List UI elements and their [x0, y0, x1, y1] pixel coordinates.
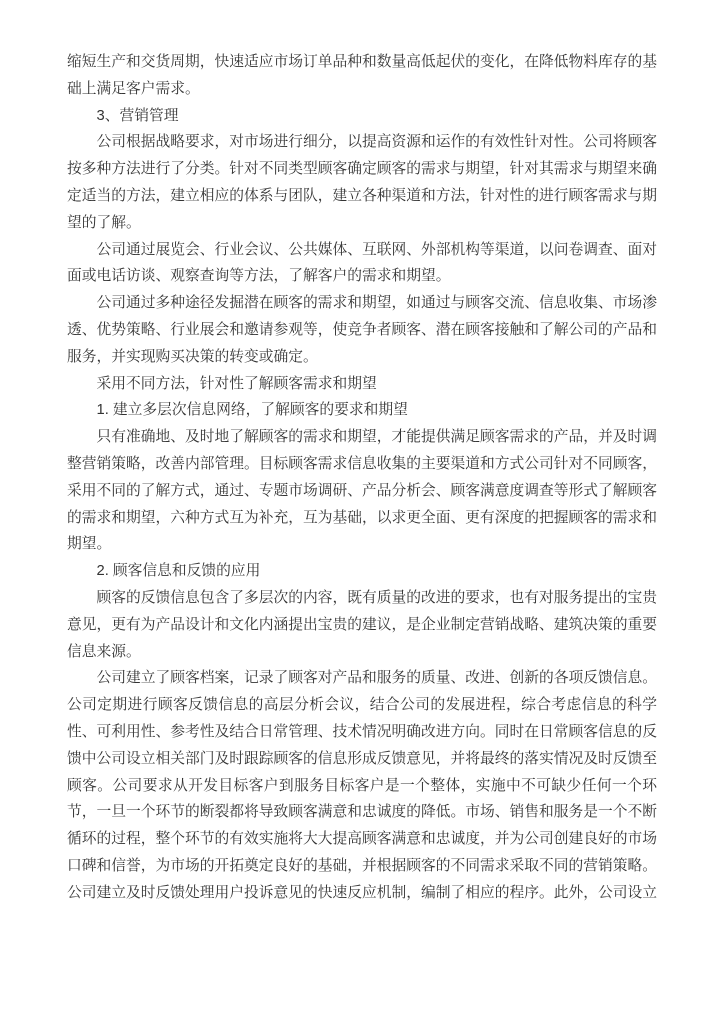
paragraph: 顾客的反馈信息包含了多层次的内容，既有质量的改进的要求，也有对服务提出的宝贵意见，更有为产品设计和文化内涵提出宝贵的建议，是企业制定营销战略、建筑决策的重要信息来源。 — [67, 589, 657, 660]
paragraph: 缩短生产和交货周期，快速适应市场订单品种和数量高低起伏的变化，在降低物料库存的基础上满足客户需求。 — [67, 54, 657, 97]
paragraph: 公司建立了顾客档案，记录了顾客对产品和服务的质量、改进、创新的各项反馈信息。公司定期进行顾客反馈信息的高层分析会议，结合公司的发展进程，综合考虑信息的科学性、可利用性、参考性及结合日常管理、技术情况明确改进方向。同时在日常顾客信息的反馈中公司设立相关部门及时跟踪顾客的信息形成反馈意见，并将最终的落实情况及时反馈至顾客。公司要求从开发目标客户到服务目标客户是一个整体，实施中不可缺少任何一个环节，一旦一个环节的断裂都将导致顾客满意和忠诚度的降低。市场、销售和服务是一个不断循环的过程，整个环节的有效实施将大大提高顾客满意和忠诚度，并为公司创建良好的市场口碑和信誉，为市场的开拓奠定良好的基础，并根据顾客的不同需求采取不同的营销策略。公司建立及时反馈处理用户投诉意见的快速反应机制，编制了相应的程序。此外，公司设立 — [67, 670, 657, 901]
paragraph: 采用不同方法，针对性了解顾客需求和期望 — [96, 375, 377, 392]
paragraph: 3、营销管理 — [96, 107, 179, 124]
paragraph: 2. 顾客信息和反馈的应用 — [96, 563, 261, 580]
paragraph: 公司根据战略要求，对市场进行细分，以提高资源和运作的有效性针对性。公司将顾客按多种方法进行了分类。针对不同类型顾客确定顾客的需求与期望，针对其需求与期望来确定适当的方法，建立相应的体系与团队，建立各种渠道和方法，针对性的进行顾客需求与期望的了解。 — [67, 134, 657, 231]
paragraph: 公司通过多种途径发掘潜在顾客的需求和期望，如通过与顾客交流、信息收集、市场渗透、优势策略、行业展会和邀请参观等，使竞争者顾客、潜在顾客接触和了解公司的产品和服务，并实现购买决策的转变或确定。 — [67, 295, 657, 365]
paragraph: 1. 建立多层次信息网络，了解顾客的要求和期望 — [96, 402, 408, 419]
document-text — [67, 49, 657, 907]
paragraph: 公司通过展览会、行业会议、公共媒体、互联网、外部机构等渠道，以问卷调查、面对面或电话访谈、观察查询等方法，了解客户的需求和期望。 — [67, 241, 657, 285]
paragraph: 只有准确地、及时地了解顾客的需求和期望，才能提供满足顾客需求的产品，并及时调整营销策略，改善内部管理。目标顾客需求信息收集的主要渠道和方式公司针对不同顾客，采用不同的了解方式，通过、专题市场调研、产品分析会、顾客满意度调查等形式了解顾客的需求和期望，六种方式互为补充，互为基础，以求更全面、更有深度的把握顾客的需求和期望。 — [67, 429, 657, 553]
